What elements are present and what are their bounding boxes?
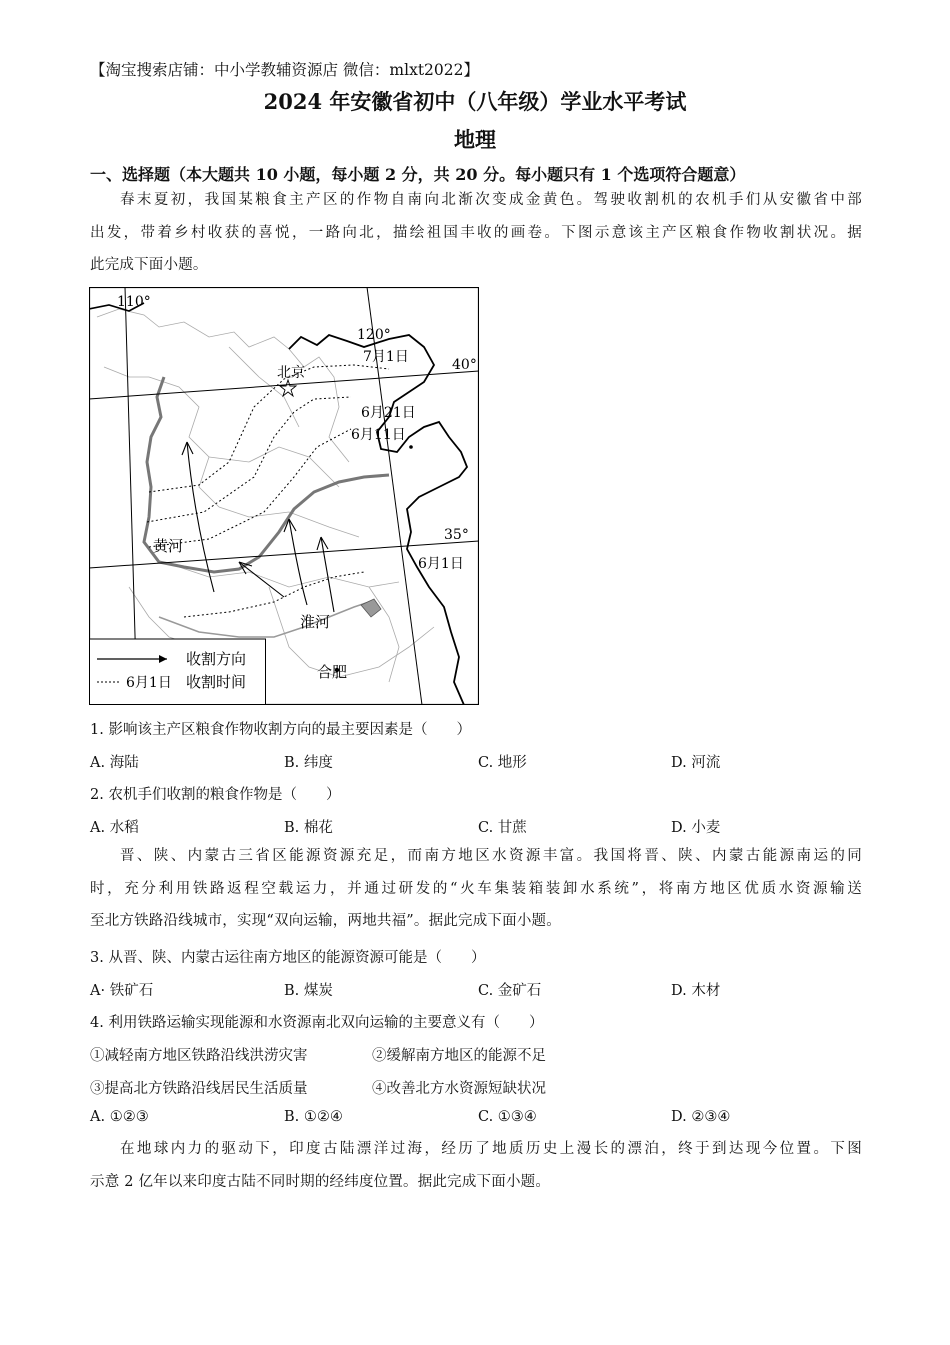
- passage-1-line: 春末夏初，我国某粮食主产区的作物自南向北渐次变成金黄色。驾驶收割机的农机手们从安徽省中部: [120, 192, 862, 208]
- label-110: 110°: [117, 294, 151, 310]
- passage-2-line: 至北方铁路沿线城市，实现“双向运输，两地共福”。据此完成下面小题。: [90, 913, 561, 929]
- label-hefei: 合肥: [317, 663, 348, 681]
- label-jun1: 6月1日: [418, 556, 464, 572]
- passage-3-line: 在地球内力的驱动下，印度古陆漂洋过海，经历了地质历史上漫长的漂泊，终于到达现今位置。下图: [120, 1141, 862, 1157]
- label-huaihe: 淮河: [300, 613, 331, 631]
- question-2: 2. 农机手们收割的粮食作物是（ ）: [90, 787, 341, 803]
- label-jun21: 6月21日: [361, 405, 416, 421]
- label-huanghe: 黄河: [153, 537, 184, 555]
- q4-option-d: D. ②③④: [671, 1109, 731, 1125]
- question-1: 1. 影响该主产区粮食作物收割方向的最主要因素是（ ）: [90, 722, 471, 738]
- question-4: 4. 利用铁路运输实现能源和水资源南北双向运输的主要意义有（ ）: [90, 1015, 544, 1031]
- q4-option-c: C. ①③④: [478, 1109, 537, 1125]
- q1-option-d: D. 河流: [671, 755, 721, 771]
- map-legend: [90, 639, 266, 705]
- q4-item-2: ②缓解南方地区的能源不足: [372, 1048, 546, 1064]
- question-3: 3. 从晋、陕、内蒙古运往南方地区的能源资源可能是（ ）: [90, 950, 486, 966]
- city-dot: [409, 445, 413, 449]
- q1-option-c: C. 地形: [478, 755, 527, 771]
- legend-time: 收割时间: [186, 673, 247, 691]
- q3-option-d: D. 木材: [671, 983, 721, 999]
- exam-title: 2024 年安徽省初中（八年级）学业水平考试: [263, 89, 687, 114]
- q2-option-c: C. 甘蔗: [478, 820, 527, 836]
- passage-2: [90, 840, 862, 938]
- q2-option-b: B. 棉花: [284, 820, 333, 836]
- legend-direction: 收割方向: [186, 650, 247, 668]
- legend-date: 6月1日: [126, 675, 172, 691]
- q3-option-b: B. 煤炭: [284, 983, 333, 999]
- passage-1-line: 此完成下面小题。: [90, 257, 208, 273]
- q3-option-c: C. 金矿石: [478, 983, 542, 999]
- q1-option-a: A. 海陆: [90, 755, 139, 771]
- label-beijing: 北京: [277, 365, 305, 381]
- label-40: 40°: [452, 357, 477, 373]
- q4-item-3: ③提高北方铁路沿线居民生活质量: [90, 1081, 308, 1097]
- label-jun11: 6月11日: [351, 427, 406, 443]
- q4-item-1: ①减轻南方地区铁路沿线洪涝灾害: [90, 1048, 308, 1064]
- passage-1: [90, 184, 862, 282]
- passage-3: [90, 1133, 862, 1198]
- shop-banner: 【淘宝搜索店铺：中小学教辅资源店 微信：mlxt2022】: [90, 61, 480, 79]
- subject-title: 地理: [454, 127, 496, 152]
- harvest-map: [89, 287, 479, 705]
- passage-2-line: 时，充分利用铁路返程空载运力，并通过研发的“火车集装箱装卸水系统”，将南方地区优质水资源输送: [90, 880, 862, 897]
- q2-option-d: D. 小麦: [671, 820, 721, 836]
- passage-2-line: 晋、陕、内蒙古三省区能源资源充足，而南方地区水资源丰富。我国将晋、陕、内蒙古能源南运的同: [120, 848, 862, 864]
- q1-option-b: B. 纬度: [284, 755, 333, 771]
- q4-item-4: ④改善北方水资源短缺状况: [372, 1081, 546, 1097]
- label-jul1: 7月1日: [363, 349, 409, 365]
- q2-option-a: A. 水稻: [90, 820, 139, 836]
- q3-option-a: A· 铁矿石: [90, 983, 154, 999]
- label-120: 120°: [357, 327, 391, 343]
- q4-option-a: A. ①②③: [90, 1109, 149, 1125]
- passage-3-line: 示意 2 亿年以来印度古陆不同时期的经纬度位置。据此完成下面小题。: [90, 1173, 551, 1190]
- label-35: 35°: [444, 527, 469, 543]
- q4-option-b: B. ①②④: [284, 1109, 343, 1125]
- section-heading: 一、选择题（本大题共 10 小题，每小题 2 分，共 20 分。每小题只有 1 个选项符合题意）: [90, 165, 746, 184]
- passage-1-line: 出发，带着乡村收获的喜悦，一路向北，描绘祖国丰收的画卷。下图示意该主产区粮食作物收割状况。据: [90, 224, 862, 241]
